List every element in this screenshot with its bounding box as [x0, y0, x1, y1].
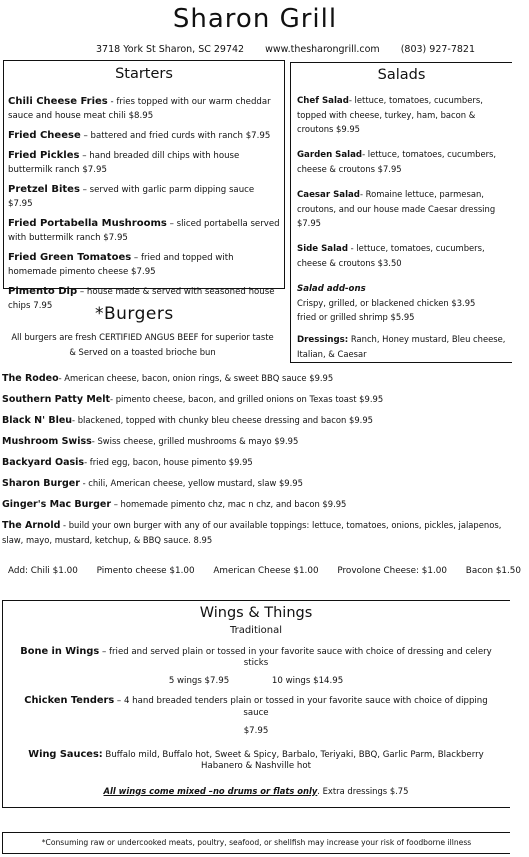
- burgers-heading: *Burgers: [95, 304, 174, 324]
- list-item: [8, 183, 280, 211]
- list-item: [2, 392, 508, 407]
- list-item: [8, 217, 280, 245]
- salads-section: [290, 62, 512, 363]
- item-desc: - blackened, topped with chunky bleu cheese dressing and bacon $9.95: [72, 415, 373, 425]
- wings-section: [2, 600, 510, 808]
- bone-in-wings: [3, 646, 509, 670]
- item-name: Side Salad: [297, 244, 348, 254]
- item-name: The Arnold: [2, 520, 61, 531]
- list-item: [2, 476, 508, 491]
- burgers-note: [0, 330, 285, 360]
- footer-disclaimer-box: [2, 832, 510, 854]
- item-desc: – served with garlic parm dipping sauce $7.95: [8, 185, 255, 209]
- contact-line: [96, 43, 506, 57]
- item-desc: - Romaine lettuce, parmesan, croutons, and our house made Caesar dressing $7.95: [297, 189, 496, 228]
- wings-note: [3, 785, 509, 797]
- item-name: Southern Patty Melt: [2, 394, 111, 405]
- item-name: The Rodeo: [2, 373, 59, 384]
- list-item: [2, 371, 508, 386]
- item-desc: - chili, American cheese, yellow mustard, slaw $9.95: [79, 478, 303, 488]
- item-desc: – hand breaded dill chips with house buttermilk ranch $7.95: [8, 151, 240, 175]
- salad-addons: [297, 281, 511, 324]
- item-name: Chili Cheese Fries: [8, 96, 108, 107]
- starters-section: [3, 60, 285, 311]
- list-item: [297, 93, 511, 136]
- address: 3718 York St Sharon, SC 29742: [96, 44, 245, 55]
- wing-sauces-label: Wing Sauces:: [28, 748, 103, 760]
- item-name: Fried Green Tomatoes: [8, 252, 132, 263]
- extra-dressings: . Extra dressings $.75: [317, 785, 409, 796]
- price-5-wings: 5 wings $7.95: [168, 675, 230, 686]
- tenders-price: $7.95: [243, 726, 269, 736]
- dressings-line: [297, 332, 511, 361]
- item-name: Mushroom Swiss: [2, 436, 92, 447]
- item-name: Sharon Burger: [2, 478, 80, 489]
- item-desc: – fried and topped with homemade pimento cheese $7.95: [8, 253, 234, 277]
- chicken-tenders: [3, 695, 509, 719]
- list-item: [297, 241, 511, 270]
- item-desc: - American cheese, bacon, onion rings, & sweet BBQ sauce $9.95: [58, 373, 334, 383]
- item-desc: - build your own burger with any of our available toppings: lettuce, tomatoes, onions, pickles, jalapenos, slaw, mayo, mustard, ketchup, & BBQ sauce. 8.95: [2, 520, 502, 545]
- item-desc: - lettuce, tomatoes, cucumbers, topped with cheese, turkey, ham, bacon & croutons $9.95: [297, 95, 483, 134]
- mixed-note: All wings come mixed –no drums or flats only: [103, 785, 318, 796]
- list-item: [8, 149, 280, 177]
- burger-list: [2, 371, 508, 553]
- salads-list: [297, 93, 511, 372]
- addon-item: Bacon $1.50: [465, 566, 521, 576]
- list-item: [2, 413, 508, 428]
- addon-item: Provolone Cheese: $1.00: [337, 566, 447, 576]
- wings-heading: Wings & Things: [199, 605, 313, 621]
- list-item: [8, 95, 280, 123]
- item-name: Bone in Wings: [20, 645, 100, 657]
- starters-heading: Starters: [115, 66, 173, 82]
- list-item: [8, 251, 280, 279]
- item-name: Fried Pickles: [8, 150, 80, 161]
- dressings-text: Ranch, Honey mustard, Bleu cheese, Italian, & Caesar: [297, 334, 506, 359]
- wings-subheading: Traditional: [229, 625, 283, 636]
- item-name: Ginger's Mac Burger: [2, 499, 112, 510]
- item-desc: - pimento cheese, bacon, and grilled onions on Texas toast $9.95: [110, 394, 384, 404]
- list-item: [2, 455, 508, 470]
- addon-item: American Cheese $1.00: [213, 566, 319, 576]
- dressings-label: Dressings:: [297, 335, 349, 345]
- item-name: Pretzel Bites: [8, 184, 80, 195]
- foodborne-disclaimer: *Consuming raw or undercooked meats, poultry, seafood, or shellfish may increase your risk of foodborne illness: [41, 838, 472, 847]
- item-name: Black N' Bleu: [2, 415, 73, 426]
- burgers-note-line: All burgers are fresh CERTIFIED ANGUS BEEF for superior taste: [11, 332, 274, 342]
- bone-in-prices: [3, 676, 509, 688]
- burger-addons: [0, 565, 521, 578]
- wing-sauces-text: Buffalo mild, Buffalo hot, Sweet & Spicy, Barbalo, Teriyaki, BBQ, Garlic Parm, Blackberry Habanero & Nashville hot: [102, 749, 484, 771]
- item-desc: – sliced portabella served with buttermilk ranch $7.95: [8, 219, 280, 243]
- website-link[interactable]: www.thesharongrill.com: [265, 44, 380, 55]
- list-item: [2, 434, 508, 449]
- item-desc: - lettuce, tomatoes, cucumbers, cheese & croutons $7.95: [297, 149, 497, 174]
- price-10-wings: 10 wings $14.95: [271, 675, 344, 686]
- salad-addons-heading: Salad add-ons: [297, 284, 366, 294]
- list-item: [297, 147, 511, 176]
- item-name: Chef Salad: [297, 96, 349, 106]
- item-name: Pimento Dip: [8, 286, 78, 297]
- item-desc: – battered and fried curds with ranch $7.95: [80, 131, 271, 141]
- phone-number[interactable]: (803) 927-7821: [400, 44, 476, 55]
- item-name: Caesar Salad: [297, 190, 360, 200]
- item-desc: - lettuce, tomatoes, cucumbers, cheese & croutons $3.50: [297, 243, 485, 268]
- item-desc: - fried egg, bacon, house pimento $9.95: [84, 457, 253, 467]
- item-name: Backyard Oasis: [2, 457, 85, 468]
- item-desc: – homemade pimento chz, mac n chz, and bacon $9.95: [111, 499, 347, 509]
- item-desc: – house made & served with seasoned house chips 7.95: [8, 287, 275, 311]
- list-item: [2, 518, 508, 547]
- salads-heading: Salads: [377, 67, 426, 83]
- burgers-note-line: & Served on a toasted brioche bun: [69, 347, 216, 357]
- salad-addon-chicken: Crispy, grilled, or blackened chicken $3.95: [297, 298, 476, 308]
- item-desc: - fries topped with our warm cheddar sauce and house meat chili $8.95: [8, 97, 271, 121]
- item-name: Garden Salad: [297, 150, 363, 160]
- restaurant-title: Sharon Grill: [172, 4, 338, 34]
- item-desc: - Swiss cheese, grilled mushrooms & mayo $9.95: [91, 436, 299, 446]
- item-name: Chicken Tenders: [24, 695, 115, 706]
- addon-item: Pimento cheese $1.00: [96, 566, 195, 576]
- addon-item: Add: Chili $1.00: [8, 566, 78, 576]
- item-name: Fried Portabella Mushrooms: [8, 218, 167, 229]
- list-item: [297, 187, 511, 230]
- salad-addon-shrimp: fried or grilled shrimp $5.95: [297, 312, 415, 322]
- list-item: [2, 497, 508, 512]
- item-desc: – 4 hand breaded tenders plain or tossed in your favorite sauce with choice of dipping sauce: [114, 696, 488, 718]
- item-desc: – fried and served plain or tossed in your favorite sauce with choice of dressing and celery sticks: [99, 646, 492, 668]
- list-item: [8, 129, 280, 143]
- wing-sauces: [3, 749, 509, 773]
- item-name: Fried Cheese: [8, 130, 81, 141]
- starters-list: [8, 95, 280, 319]
